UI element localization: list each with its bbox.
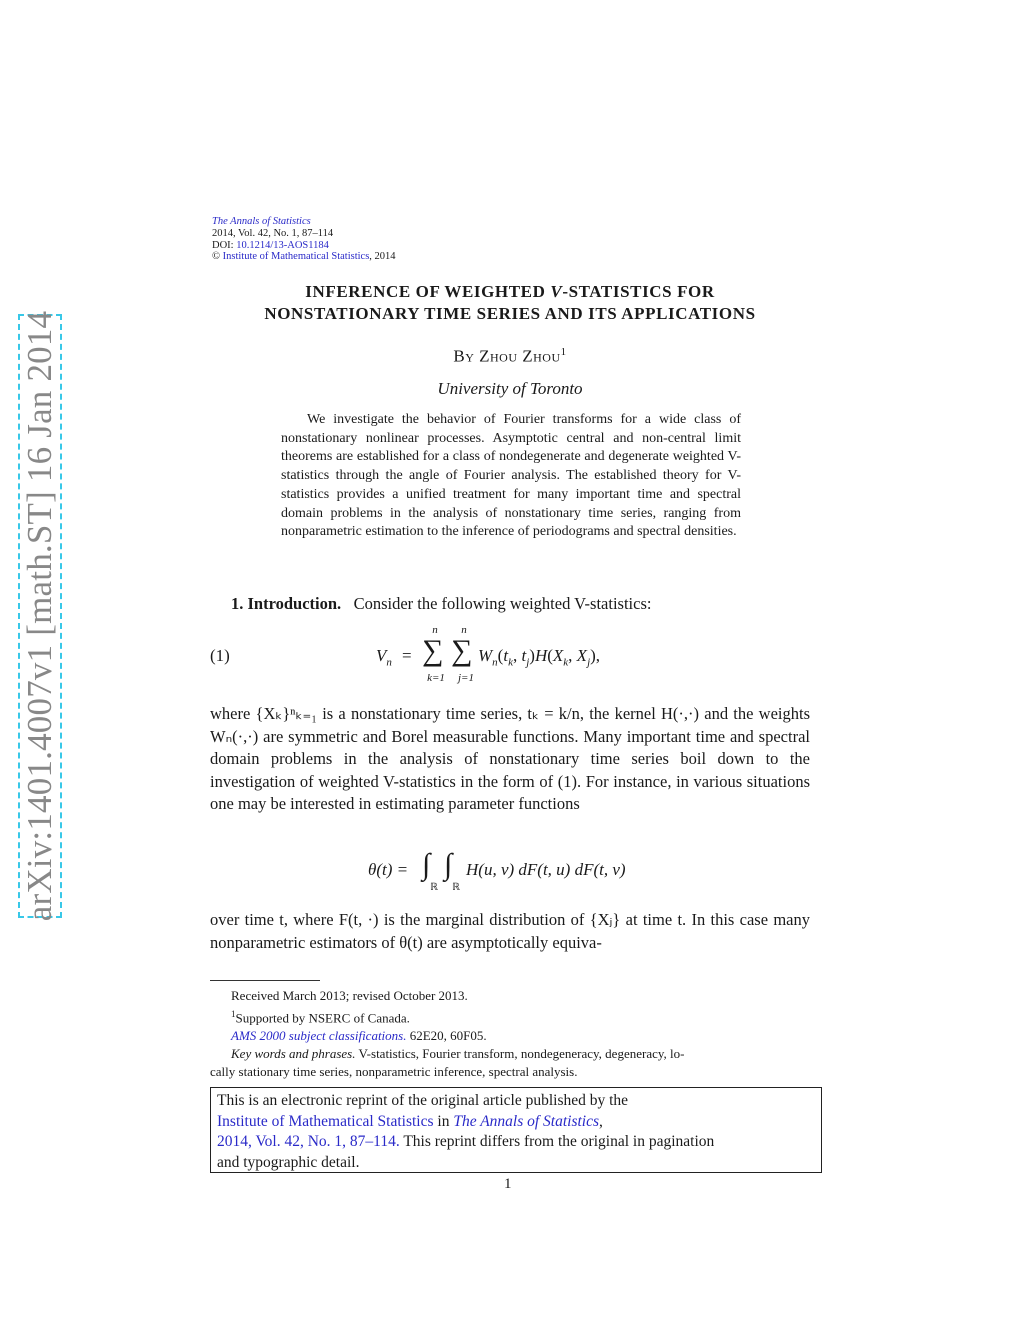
intro-paragraph-2: over time t, where F(t, ·) is the marginal distribution of {Xⱼ} at time t. In this case many nonparametric estimators of θ(t) are asymptotically equiva- bbox=[210, 910, 810, 952]
journal-name-link[interactable]: The Annals of Statistics bbox=[212, 216, 311, 227]
abstract: We investigate the behavior of Fourier transforms for a wide class of nonstationary nonlinear processes. Asymptotic central and non-central limit theorems are established for a class of nondegenerate and degenerate weighted V-statistics through the angle of Fourier analysis. The established theory for V-statistics provides a unified treatment for many important time and spectral domain problems in the analysis of nonstationary time series, ranging from nonparametric estimation to the inference of periodograms and spectral densities. bbox=[281, 412, 741, 540]
eq2-lhs: θ(t) = bbox=[368, 860, 409, 879]
doi-label: DOI: bbox=[212, 239, 234, 251]
eq2-domain-2: ℝ bbox=[452, 882, 460, 893]
equation-2 bbox=[368, 850, 668, 900]
copyright-symbol: © bbox=[212, 251, 220, 263]
journal-header bbox=[212, 216, 396, 263]
eq1-body: $W_n(t_k$, $t_j)H(X_k$, $X_j$), bbox=[478, 646, 601, 669]
affiliation: University of Toronto bbox=[437, 379, 583, 398]
title-part-b: -STATISTICS FOR bbox=[562, 282, 715, 301]
reprint-notice-box bbox=[210, 1087, 822, 1173]
page-number: 1 bbox=[504, 1176, 512, 1192]
ams-codes: 62E20, 60F05. bbox=[406, 1028, 487, 1044]
author-name: By Zhou Zhou bbox=[453, 346, 561, 366]
intro-paragraph-1: where {Xₖ}ⁿₖ₌₁ is a nonstationary time series, tₖ = k/n, the kernel H(·,·) and the weights Wₙ(·,·) are symmetric and Borel measurable functions. Many important time and spectral domain problems in the analysis of nonstationary time series boil down to the investigation of weighted V-statistics in the form of (1). For instance, in various situations one may be interested in estimating parameter functions bbox=[210, 704, 810, 813]
eq1-w: W bbox=[478, 646, 493, 665]
footnote-ams bbox=[210, 1027, 812, 1045]
eq1-sum1-upper: n bbox=[432, 624, 438, 636]
keywords-line-1: V-statistics, Fourier transform, nondegeneracy, degeneracy, lo- bbox=[355, 1046, 685, 1062]
journal-volume: 2014, Vol. 42, No. 1, 87–114 bbox=[212, 227, 334, 239]
eq1-end: ), bbox=[590, 646, 601, 665]
reprint-tail: This reprint differs from the original in pagination bbox=[399, 1133, 715, 1150]
reprint-citation-link[interactable]: 2014, Vol. 42, No. 1, 87–114. bbox=[217, 1133, 400, 1150]
reprint-line-1: This is an electronic reprint of the original article published by the bbox=[217, 1092, 629, 1109]
eq1-lhs-v: V bbox=[376, 646, 387, 665]
integral-symbol-2: ∫ bbox=[444, 848, 453, 881]
footnote-support-text: Supported by NSERC of Canada. bbox=[235, 1010, 410, 1026]
footnote-support-mark: 1 bbox=[231, 1009, 236, 1019]
publisher-link[interactable]: Institute of Mathematical Statistics bbox=[222, 251, 370, 263]
paper-title-line-1 bbox=[210, 282, 810, 302]
paper-title-line-2: NONSTATIONARY TIME SERIES AND ITS APPLICATIONS bbox=[264, 304, 756, 323]
author-footnote-mark: 1 bbox=[560, 346, 567, 358]
reprint-in: in bbox=[433, 1112, 454, 1130]
reprint-line-3 bbox=[217, 1132, 815, 1153]
equation-1-label: (1) bbox=[210, 646, 230, 665]
footnote-received: Received March 2013; revised October 2013. bbox=[231, 988, 468, 1003]
reprint-journal-link[interactable]: The Annals of Statistics bbox=[453, 1112, 600, 1130]
reprint-line-4: and typographic detail. bbox=[217, 1153, 360, 1171]
keywords-line-2: cally stationary time series, nonparametric inference, spectral analysis. bbox=[210, 1064, 578, 1080]
reprint-comma: , bbox=[599, 1112, 603, 1130]
equation-1 bbox=[372, 624, 672, 688]
section-title: 1. Introduction. bbox=[231, 594, 342, 613]
eq1-lhs bbox=[376, 646, 392, 668]
sum-symbol-1: ∑ bbox=[422, 634, 444, 667]
eq1-sum2-upper: n bbox=[461, 624, 467, 636]
eq1-sum1-lower: k=1 bbox=[427, 672, 445, 684]
eq1-sum2-lower: j=1 bbox=[458, 672, 474, 684]
title-part-a: INFERENCE OF WEIGHTED bbox=[305, 282, 551, 301]
sum-symbol-2: ∑ bbox=[451, 634, 473, 667]
section-heading bbox=[231, 594, 651, 614]
title-v: V bbox=[550, 282, 563, 301]
arxiv-stamp bbox=[18, 310, 62, 922]
copyright-year: , 2014 bbox=[369, 251, 396, 263]
section-lead: Consider the following weighted V-statistics: bbox=[353, 594, 652, 613]
eq2-integrand: H(u, v) dF(t, u) dF(t, v) bbox=[466, 860, 626, 879]
eq1-lhs-sub: n bbox=[386, 656, 392, 669]
footnote-support bbox=[210, 1005, 812, 1027]
eq2-domain-1: ℝ bbox=[430, 882, 438, 893]
integral-symbol-1: ∫ bbox=[422, 848, 431, 881]
doi-link[interactable]: 10.1214/13-AOS1184 bbox=[236, 239, 329, 251]
reprint-line-2 bbox=[217, 1112, 815, 1133]
arxiv-stamp-text: arXiv:1401.4007v1 [math.ST] 16 Jan 2014 bbox=[20, 310, 59, 922]
eq1-equals: = bbox=[402, 646, 412, 665]
footnotes bbox=[210, 987, 812, 1081]
footnote-rule bbox=[210, 980, 320, 981]
keywords-label: Key words and phrases. bbox=[231, 1046, 356, 1062]
ams-classification-link[interactable]: AMS 2000 subject classifications. bbox=[231, 1028, 407, 1044]
reprint-publisher-link[interactable]: Institute of Mathematical Statistics bbox=[217, 1112, 434, 1130]
footnote-keywords bbox=[210, 1045, 812, 1063]
author bbox=[210, 346, 810, 367]
